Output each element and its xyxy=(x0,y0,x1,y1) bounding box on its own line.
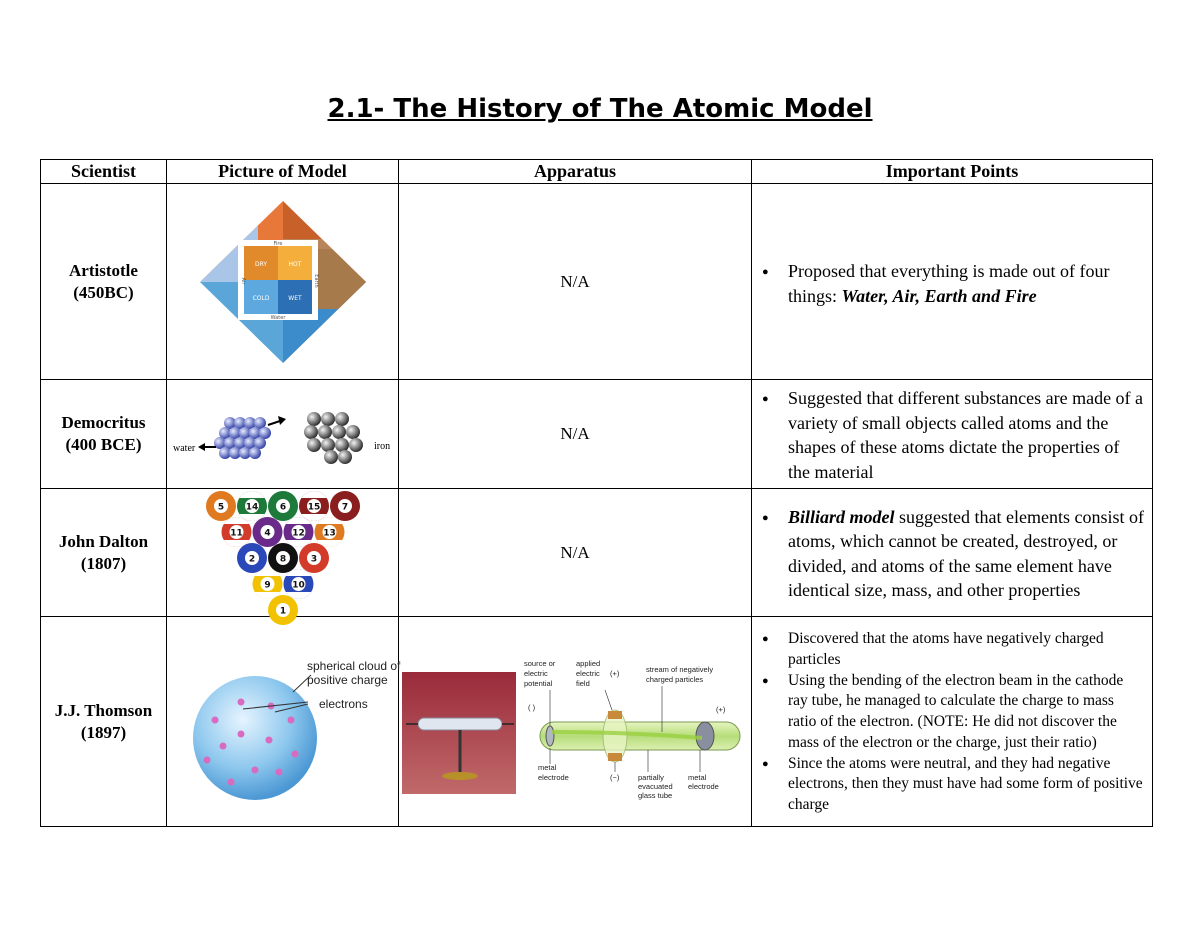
billiard-ball-number: 13 xyxy=(322,528,336,538)
point-item: ● Billiard model suggested that elements consist of atoms, which cannot be created, destroyed, or divided, and atoms of the same element have identical size, mass, and other properties xyxy=(788,505,1144,603)
scientist-cell xyxy=(41,184,167,380)
points-cell xyxy=(752,380,1153,489)
billiard-ball xyxy=(330,491,360,521)
points-cell xyxy=(752,489,1153,617)
points-cell xyxy=(752,617,1153,827)
scientist-date: (1897) xyxy=(80,722,127,742)
atomic-model-table xyxy=(40,159,1153,827)
billiard-ball-number: 15 xyxy=(307,502,320,512)
atom-shapes-diagram xyxy=(168,399,398,469)
billiard-ball xyxy=(252,569,282,599)
point-item: ● Using the bending of the electron beam in the cathode ray tube, he managed to calculate the charge to mass ratio of the electron. (NOTE: He did not discover the mass of the electron or the charge, just their ratio) xyxy=(788,671,1144,754)
billiard-ball xyxy=(314,517,344,547)
label-plus-top: (+) xyxy=(610,668,620,678)
row-democritus xyxy=(41,380,1153,489)
point-item: ● Since the atoms were neutral, and they had negative electrons, then they must have had some form of positive charge xyxy=(788,754,1144,816)
svg-text:charged particles: charged particles xyxy=(646,674,704,684)
header-picture: Picture of Model xyxy=(167,160,399,184)
apparatus-cell: N/A xyxy=(399,489,752,617)
scientist-date: (400 BCE) xyxy=(65,435,142,454)
model-picture-cell xyxy=(167,489,399,617)
label-glass: partially xyxy=(638,772,664,782)
label-electrons: electrons xyxy=(318,696,368,711)
plum-pudding-diagram xyxy=(183,642,400,802)
scientist-name: John Dalton xyxy=(58,531,149,551)
billiard-ball-number: 11 xyxy=(229,528,243,538)
apparatus-cell: N/A xyxy=(399,184,752,380)
billiard-ball-number: 6 xyxy=(279,502,286,512)
page-title: 2.1- The History of The Atomic Model xyxy=(327,94,873,124)
points-cell xyxy=(752,184,1153,380)
header-scientist: Scientist xyxy=(41,160,167,184)
svg-text:evacuated: evacuated xyxy=(638,781,673,791)
billiard-ball xyxy=(299,543,329,573)
billiard-ball-number: 5 xyxy=(217,502,224,512)
label-hot: HOT xyxy=(288,260,301,268)
billiard-ball xyxy=(252,517,282,547)
billiard-ball-number: 14 xyxy=(245,502,258,512)
billiard-ball xyxy=(237,491,267,521)
billiard-ball xyxy=(268,595,298,625)
row-dalton xyxy=(41,489,1153,617)
model-picture-cell xyxy=(167,617,399,827)
model-picture-cell xyxy=(167,380,399,489)
svg-text:electric: electric xyxy=(576,668,600,678)
billiard-ball-number: 7 xyxy=(341,502,348,512)
scientist-cell xyxy=(41,380,167,489)
label-minus: (−) xyxy=(610,772,620,782)
billiard-ball xyxy=(237,543,267,573)
billiard-ball xyxy=(299,491,329,521)
billiard-ball xyxy=(283,569,313,599)
scientist-date: (1807) xyxy=(80,553,127,573)
billiard-ball-number: 8 xyxy=(279,554,286,564)
scientist-name: Democritus xyxy=(61,413,146,432)
header-apparatus: Apparatus xyxy=(399,160,752,184)
apparatus-cell xyxy=(399,617,752,827)
label-earth: Earth xyxy=(312,273,319,288)
label-water: Water xyxy=(270,314,285,321)
svg-text:electrode: electrode xyxy=(538,772,569,782)
row-thomson xyxy=(41,617,1153,827)
billiard-ball xyxy=(283,517,313,547)
scientist-date: (450BC) xyxy=(73,282,134,302)
header-points: Important Points xyxy=(752,160,1153,184)
point-item: ● Discovered that the atoms have negatively charged particles xyxy=(788,629,1144,671)
label-metal-left: metal xyxy=(538,762,557,772)
billiard-model-diagram xyxy=(203,490,363,616)
point-item: ● Proposed that everything is made out of four things: Water, Air, Earth and Fire xyxy=(788,259,1144,308)
label-iron: iron xyxy=(373,441,390,452)
billiard-ball-number: 9 xyxy=(263,580,271,590)
billiard-ball-number: 4 xyxy=(263,528,271,538)
svg-text:electrode: electrode xyxy=(688,781,719,791)
scientist-name: J.J. Thomson xyxy=(54,700,153,720)
billiard-ball-number: 2 xyxy=(248,554,255,564)
model-picture-cell xyxy=(167,184,399,380)
label-dry: DRY xyxy=(254,260,267,268)
cathode-ray-tube-diagram xyxy=(400,652,750,800)
svg-text:glass tube: glass tube xyxy=(638,790,673,800)
label-metal-right: metal xyxy=(688,772,707,782)
billiard-ball xyxy=(268,543,298,573)
label-water: water xyxy=(172,443,195,454)
label-source: source or xyxy=(524,658,556,668)
svg-text:( ): ( ) xyxy=(528,702,536,712)
label-cold: COLD xyxy=(252,294,269,302)
svg-text:electric: electric xyxy=(524,668,548,678)
label-cloud-line1: spherical cloud of xyxy=(306,658,400,673)
label-stream: stream of negatively xyxy=(646,664,714,674)
label-cloud-line2: positive charge xyxy=(306,672,388,687)
billiard-ball-number: 12 xyxy=(291,528,305,538)
label-wet: WET xyxy=(287,294,302,302)
header-row xyxy=(41,160,1153,184)
billiard-ball-number: 10 xyxy=(291,580,305,590)
apparatus-cell: N/A xyxy=(399,380,752,489)
four-elements-diagram xyxy=(198,199,368,365)
billiard-ball xyxy=(268,491,298,521)
billiard-ball-number: 3 xyxy=(310,554,317,564)
billiard-ball-number: 1 xyxy=(279,606,286,616)
billiard-ball xyxy=(206,491,236,521)
label-air: Air xyxy=(239,277,246,284)
point-item: ● Suggested that different substances are made of a variety of small objects called atoms and the shapes of these atoms dictate the properties of the material xyxy=(788,386,1144,484)
svg-text:(+): (+) xyxy=(716,704,726,714)
svg-text:field: field xyxy=(576,678,590,688)
billiard-ball xyxy=(221,517,251,547)
row-aristotle xyxy=(41,184,1153,380)
svg-text:potential: potential xyxy=(524,678,553,688)
scientist-name: Artistotle xyxy=(69,260,138,280)
scientist-cell xyxy=(41,489,167,617)
label-applied: applied xyxy=(576,658,601,668)
label-fire: Fire xyxy=(273,240,282,247)
scientist-cell xyxy=(41,617,167,827)
